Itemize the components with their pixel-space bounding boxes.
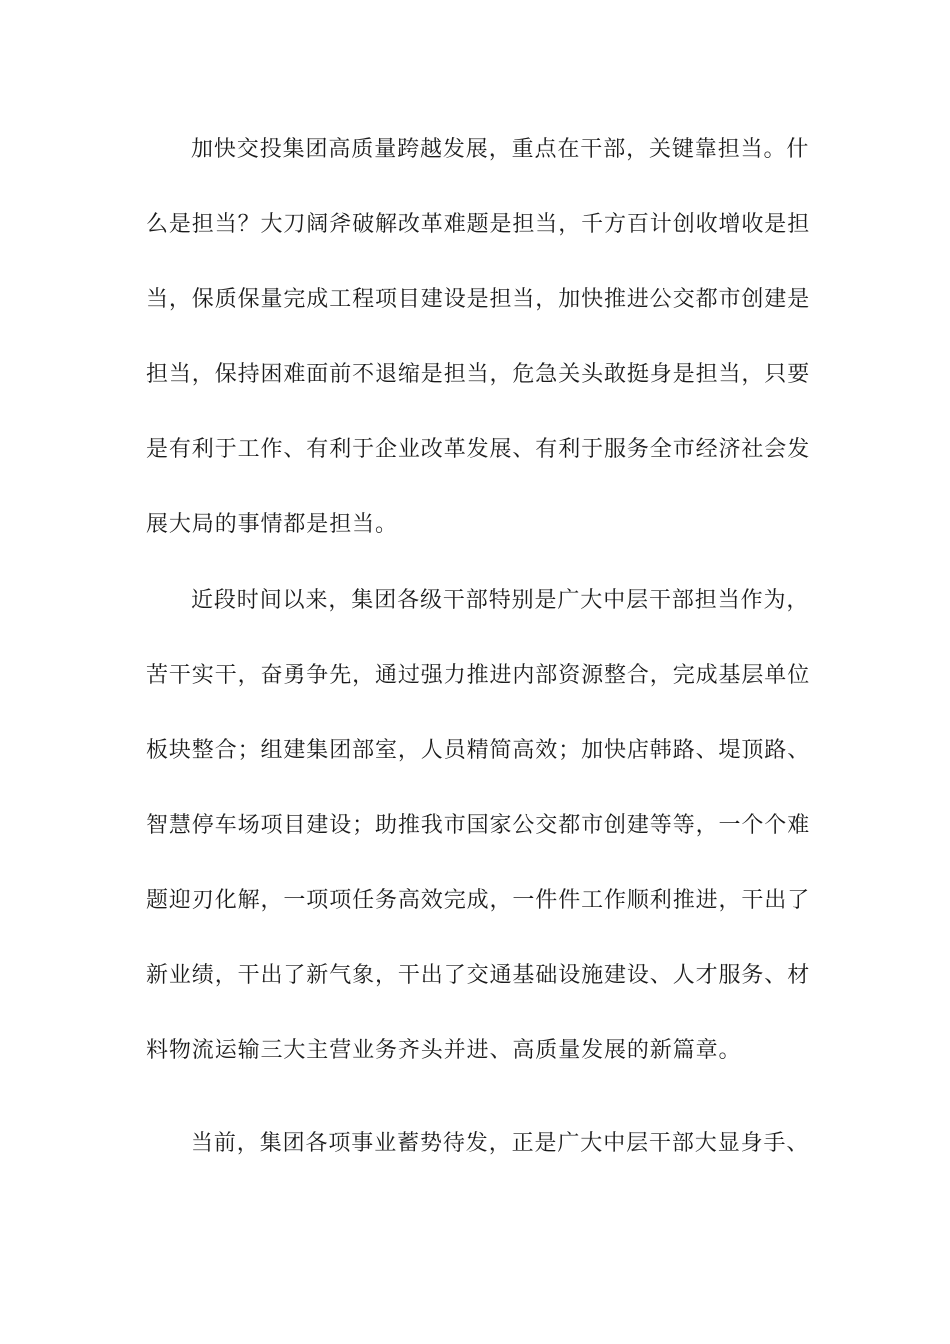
- text-line: [0, 430, 950, 470]
- paragraph-2-line-6: 新业绩，干出了新气象，干出了交通基础设施建设、人才服务、材: [146, 963, 811, 988]
- text-line: [0, 1031, 950, 1071]
- paragraph-2-line-3: 板块整合；组建集团部室，人员精简高效；加快店韩路、堤顶路、: [146, 738, 811, 763]
- paragraph-1-line-5: 是有利于工作、有利于企业改革发展、有利于服务全市经济社会发: [146, 437, 811, 462]
- paragraph-2-line-1: 近段时间以来，集团各级干部特别是广大中层干部担当作为，: [191, 588, 810, 613]
- text-line: [0, 355, 950, 395]
- text-line: [0, 205, 950, 245]
- text-line: [0, 731, 950, 771]
- text-line: [0, 806, 950, 846]
- text-line: [0, 956, 950, 996]
- paragraph-2-line-7: 料物流运输三大主营业务齐头并进、高质量发展的新篇章。: [146, 1038, 742, 1063]
- text-line: [0, 130, 950, 170]
- paragraph-1-line-3: 当，保质保量完成工程项目建设是担当，加快推进公交都市创建是: [146, 287, 811, 312]
- text-line: [0, 581, 950, 621]
- text-line: [0, 656, 950, 696]
- paragraph-2-line-2: 苦干实干，奋勇争先，通过强力推进内部资源整合，完成基层单位: [146, 663, 811, 688]
- paragraph-1-line-6: 展大局的事情都是担当。: [146, 512, 398, 537]
- paragraph-1-line-4: 担当，保持困难面前不退缩是担当，危急关头敢挺身是担当，只要: [146, 362, 811, 387]
- paragraph-1-line-2: 么是担当？大刀阔斧破解改革难题是担当，千方百计创收增收是担: [146, 212, 811, 237]
- text-line: [0, 280, 950, 320]
- paragraph-2-line-4: 智慧停车场项目建设；助推我市国家公交都市创建等等，一个个难: [146, 813, 811, 838]
- text-line: [0, 881, 950, 921]
- paragraph-1-line-1: 加快交投集团高质量跨越发展，重点在干部，关键靠担当。什: [191, 137, 810, 162]
- text-line: [0, 1124, 950, 1164]
- paragraph-2-line-5: 题迎刃化解，一项项任务高效完成，一件件工作顺利推进，干出了: [146, 888, 811, 913]
- paragraph-3-line-1: 当前，集团各项事业蓄势待发，正是广大中层干部大显身手、: [191, 1131, 810, 1156]
- text-line: [0, 505, 950, 545]
